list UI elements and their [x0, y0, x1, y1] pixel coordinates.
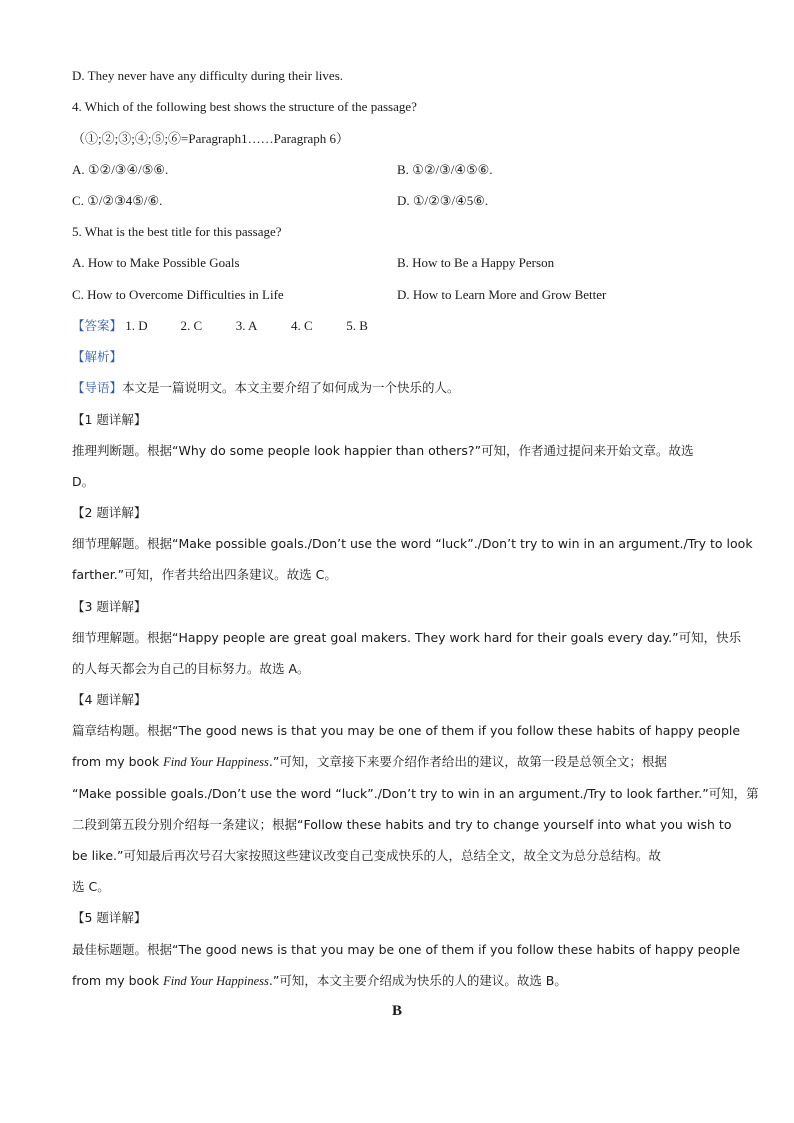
q3-option-d: D. They never have any difficulty during their lives. — [72, 68, 344, 83]
answer-5: 5. B — [346, 318, 368, 333]
detail-4-line-1: 篇章结构题。根据“The good news is that you may be one of them if you follow these habits of happy people — [72, 723, 741, 738]
q5-option-b: B. How to Be a Happy Person — [397, 255, 555, 270]
q5-option-d: D. How to Learn More and Grow Better — [397, 287, 607, 302]
detail-4-line-6: 选 C。 — [72, 879, 110, 894]
q5-option-a: A. How to Make Possible Goals — [72, 255, 240, 270]
detail-3-label: 【3 题详解】 — [72, 599, 147, 614]
detail-4-line-3: “Make possible goals./Don’t use the word “luck”./Don’t try to win in an argument./Try to look farther.”可知，第 — [72, 786, 759, 801]
detail-2-line-2: farther.”可知，作者共给出四条建议。故选 C。 — [72, 567, 337, 582]
q4-option-a: A. ①②/③④/⑤⑥. — [72, 162, 169, 177]
analysis-label: 【解析】 — [72, 349, 123, 364]
detail-4-line-2-pre: from my book — [72, 754, 164, 769]
detail-5-line-2-pre: from my book — [72, 973, 164, 988]
q4-note: （①;②;③;④;⑤;⑥=Paragraph1……Paragraph 6） — [72, 131, 350, 146]
guide-label: 【导语】 — [72, 380, 123, 395]
q4-option-b: B. ①②/③/④⑤⑥. — [397, 162, 493, 177]
answer-3: 3. A — [235, 318, 258, 333]
detail-1-label: 【1 题详解】 — [72, 412, 147, 427]
guide-text: 本文是一篇说明文。本文主要介绍了如何成为一个快乐的人。 — [122, 380, 460, 395]
answer-label: 【答案】 — [72, 318, 123, 333]
q4-option-c: C. ①/②③4⑤/⑥. — [72, 193, 163, 208]
q4-stem: 4. Which of the following best shows the structure of the passage? — [72, 99, 417, 114]
book-title: Find Your Happiness — [163, 974, 269, 988]
detail-2-line-1: 细节理解题。根据“Make possible goals./Don’t use the word “luck”./Don’t try to win in an argument./Try to look — [72, 536, 753, 551]
next-section-heading: B — [391, 1003, 402, 1019]
answer-2: 2. C — [180, 318, 203, 333]
detail-4-line-2 — [72, 752, 667, 772]
detail-4-label: 【4 题详解】 — [72, 692, 147, 707]
detail-4-line-2-post: .”可知，文章接下来要介绍作者给出的建议，故第一段是总领全文；根据 — [268, 754, 667, 769]
detail-2-label: 【2 题详解】 — [72, 505, 147, 520]
q4-option-d: D. ①/②③/④5⑥. — [397, 193, 489, 208]
q5-stem: 5. What is the best title for this passage? — [72, 224, 282, 239]
detail-1-line-2: D。 — [72, 474, 95, 489]
q5-option-c: C. How to Overcome Difficulties in Life — [72, 287, 284, 302]
answer-key — [72, 316, 386, 336]
answer-1: 1. D — [125, 318, 148, 333]
detail-3-line-1: 细节理解题。根据“Happy people are great goal makers. They work hard for their goals every day.”可知，快乐 — [72, 630, 742, 645]
guide-paragraph — [72, 378, 460, 398]
detail-5-label: 【5 题详解】 — [72, 910, 147, 925]
answer-4: 4. C — [291, 318, 313, 333]
book-title: Find Your Happiness — [163, 755, 269, 769]
detail-1-line-1: 推理判断题。根据“Why do some people look happier than others?”可知，作者通过提问来开始文章。故选 — [72, 443, 694, 458]
detail-4-line-4: 二段到第五段分别介绍每一条建议；根据“Follow these habits and try to change yourself into what you wish to — [72, 817, 732, 832]
detail-4-line-5: be like.”可知最后再次号召大家按照这些建议改变自己变成快乐的人，总结全文，故全文为总分总结构。故 — [72, 848, 661, 863]
detail-3-line-2: 的人每天都会为自己的目标努力。故选 A。 — [72, 661, 310, 676]
detail-5-line-1: 最佳标题题。根据“The good news is that you may be one of them if you follow these habits of happy people — [72, 942, 741, 957]
detail-5-line-2 — [72, 971, 567, 991]
detail-5-line-2-post: .”可知，本文主要介绍成为快乐的人的建议。故选 B。 — [268, 973, 567, 988]
